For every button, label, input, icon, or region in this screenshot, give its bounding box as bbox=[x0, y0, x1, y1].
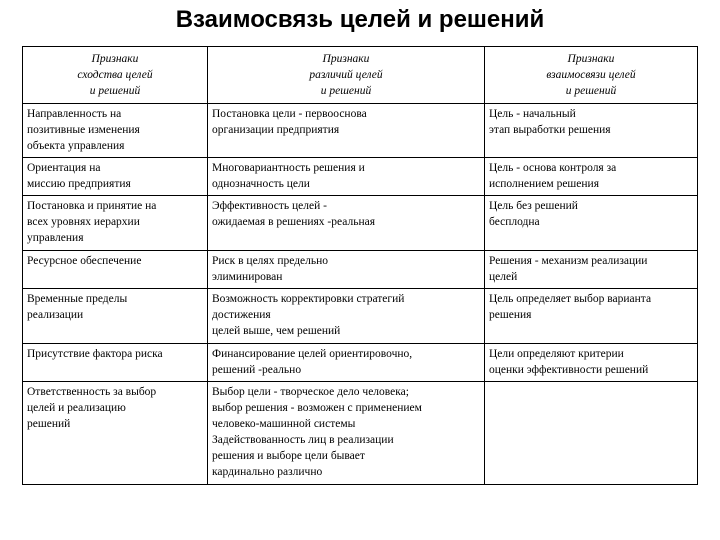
table-cell: Цель - основа контроля за исполнением решения bbox=[485, 158, 698, 196]
table-cell: Постановка цели - первооснова организации предприятия bbox=[208, 104, 485, 158]
table-cell: Выбор цели - творческое дело человека; выбор решения - возможен с применением человеко-машинной системы Задействованность лиц в реализации решения и выборе цели бывает кардинально различно bbox=[208, 382, 485, 485]
header-interrelation: Признаки взаимосвязи целей и решений bbox=[485, 47, 698, 104]
table-header-row bbox=[23, 47, 698, 104]
table-cell: Цель - начальный этап выработки решения bbox=[485, 104, 698, 158]
table-row bbox=[23, 251, 698, 289]
table-row bbox=[23, 158, 698, 196]
table-cell: Временные пределы реализации bbox=[23, 289, 208, 344]
table-cell: Постановка и принятие на всех уровнях иерархии управления bbox=[23, 196, 208, 251]
table-cell: Ответственность за выбор целей и реализацию решений bbox=[23, 382, 208, 485]
header-differences: Признаки различий целей и решений bbox=[208, 47, 485, 104]
table-row bbox=[23, 344, 698, 382]
page-title: Взаимосвязь целей и решений bbox=[175, 6, 545, 33]
table-cell: Многовариантность решения и однозначность цели bbox=[208, 158, 485, 196]
table-cell: Направленность на позитивные изменения объекта управления bbox=[23, 104, 208, 158]
table-cell: Ресурсное обеспечение bbox=[23, 251, 208, 289]
table-cell: Возможность корректировки стратегий достижения целей выше, чем решений bbox=[208, 289, 485, 344]
header-similarity: Признаки сходства целей и решений bbox=[23, 47, 208, 104]
table-cell: Цели определяют критерии оценки эффективности решений bbox=[485, 344, 698, 382]
table-cell: Риск в целях предельно элиминирован bbox=[208, 251, 485, 289]
table-row bbox=[23, 382, 698, 485]
table-cell: Решения - механизм реализации целей bbox=[485, 251, 698, 289]
table-row bbox=[23, 104, 698, 158]
table-cell: Цель без решений бесплодна bbox=[485, 196, 698, 251]
table-row bbox=[23, 196, 698, 251]
table-cell: Финансирование целей ориентировочно, решений -реально bbox=[208, 344, 485, 382]
table-cell: Эффективность целей - ожидаемая в решениях -реальная bbox=[208, 196, 485, 251]
table-row bbox=[23, 289, 698, 344]
goals-decisions-table bbox=[22, 46, 698, 485]
table-cell: Ориентация на миссию предприятия bbox=[23, 158, 208, 196]
table-cell: Цель определяет выбор варианта решения bbox=[485, 289, 698, 344]
table-cell: Присутствие фактора риска bbox=[23, 344, 208, 382]
table-cell bbox=[485, 382, 698, 485]
